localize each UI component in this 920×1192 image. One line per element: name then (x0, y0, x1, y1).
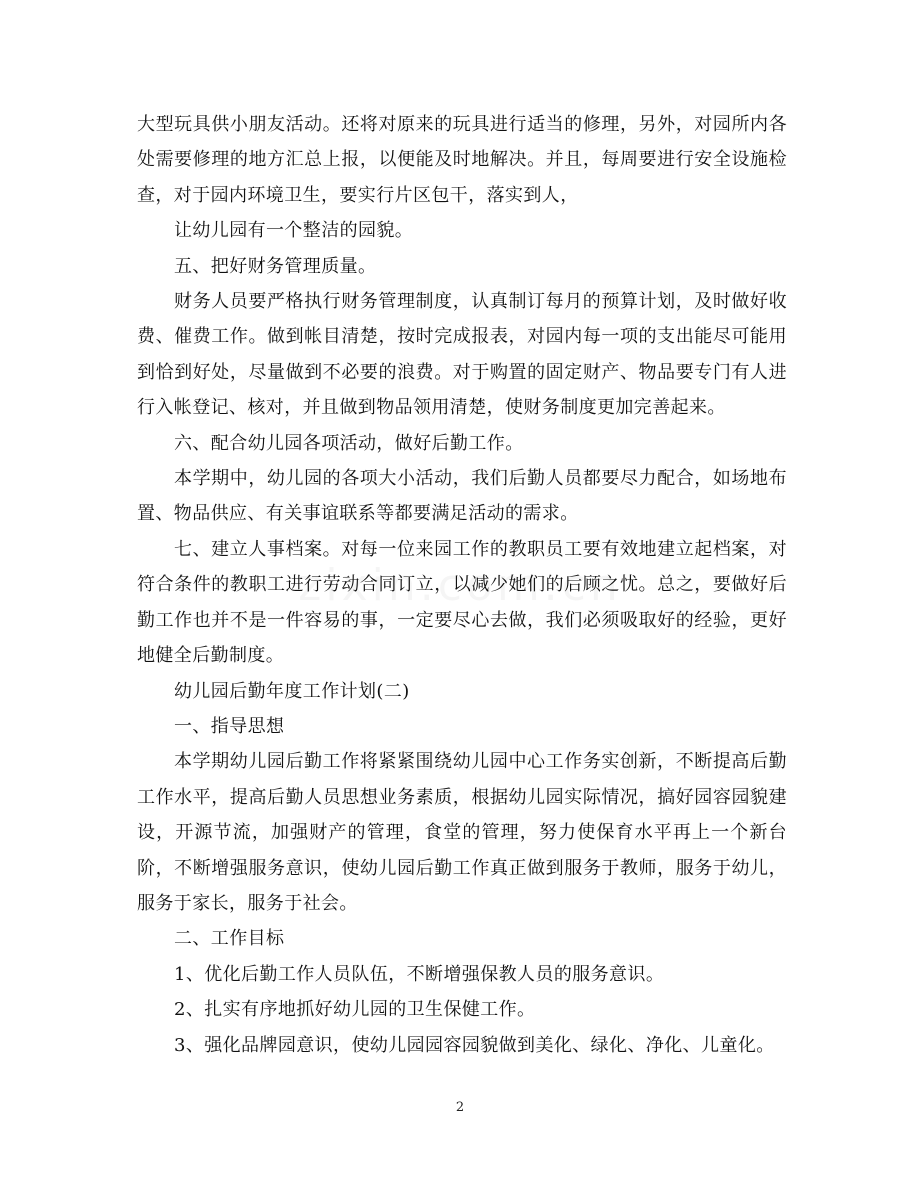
plan-title-2: 幼儿园后勤年度工作计划(二) (174, 680, 410, 702)
paragraph-guidance: 本学期幼儿园后勤工作将紧紧围绕幼儿园中心工作务实创新，不断提高后勤工作水平，提高后勤人员思想业务素质，根据幼儿园实际情况，搞好园容园貌建设，开源节流，加强财产的管理，食堂的管理，努力使保育水平再上一个新台阶，不断增强服务意识，使幼儿园后勤工作真正做到服务于教师，服务于幼儿，服务于家长，服务于社会。 (137, 751, 787, 914)
goal-item-3: 3、强化品牌园意识，使幼儿园园容园貌做到美化、绿化、净化、儿童化。 (174, 1034, 775, 1056)
paragraph-2: 让幼儿园有一个整洁的园貌。 (174, 220, 414, 242)
goal-item-1: 1、优化后勤工作人员队伍，不断增强保教人员的服务意识。 (174, 963, 665, 985)
section-heading-guidance: 一、指导思想 (174, 715, 285, 737)
paragraph-activities: 本学期中，幼儿园的各项大小活动，我们后勤人员都要尽力配合，如场地布置、物品供应、有关事谊联系等都要满足活动的需求。 (137, 468, 787, 525)
goal-item-2: 2、扎实有序地抓好幼儿园的卫生保健工作。 (174, 999, 536, 1021)
paragraph-finance: 财务人员要严格执行财务管理制度，认真制订每月的预算计划，及时做好收费、催费工作。做到帐目清楚，按时完成报表，对园内每一项的支出能尽可能用到恰到好处，尽量做到不必要的浪费。对于购置的固定财产、物品要专门有人进行入帐登记、核对，并且做到物品领用清楚，使财务制度更加完善起来。 (137, 291, 787, 419)
document-body (137, 107, 787, 1063)
paragraph-1: 大型玩具供小朋友活动。还将对原来的玩具进行适当的修理，另外，对园所内各处需要修理的地方汇总上报，以便能及时地解决。并且，每周要进行安全设施检查，对于园内环境卫生，要实行片区包干，落实到人， (137, 114, 787, 206)
section-heading-goals: 二、工作目标 (174, 928, 285, 950)
page-number: 2 (455, 1100, 465, 1115)
section-heading-6: 六、配合幼儿园各项活动，做好后勤工作。 (174, 432, 524, 454)
section-heading-5: 五、把好财务管理质量。 (174, 255, 377, 277)
paragraph-personnel: 七、建立人事档案。对每一位来园工作的教职员工要有效地建立起档案，对符合条件的教职工进行劳动合同订立，以减少她们的后顾之忧。总之，要做好后勤工作也并不是一件容易的事，一定要尽心去做，我们必须吸取好的经验，更好地健全后勤制度。 (137, 538, 787, 667)
